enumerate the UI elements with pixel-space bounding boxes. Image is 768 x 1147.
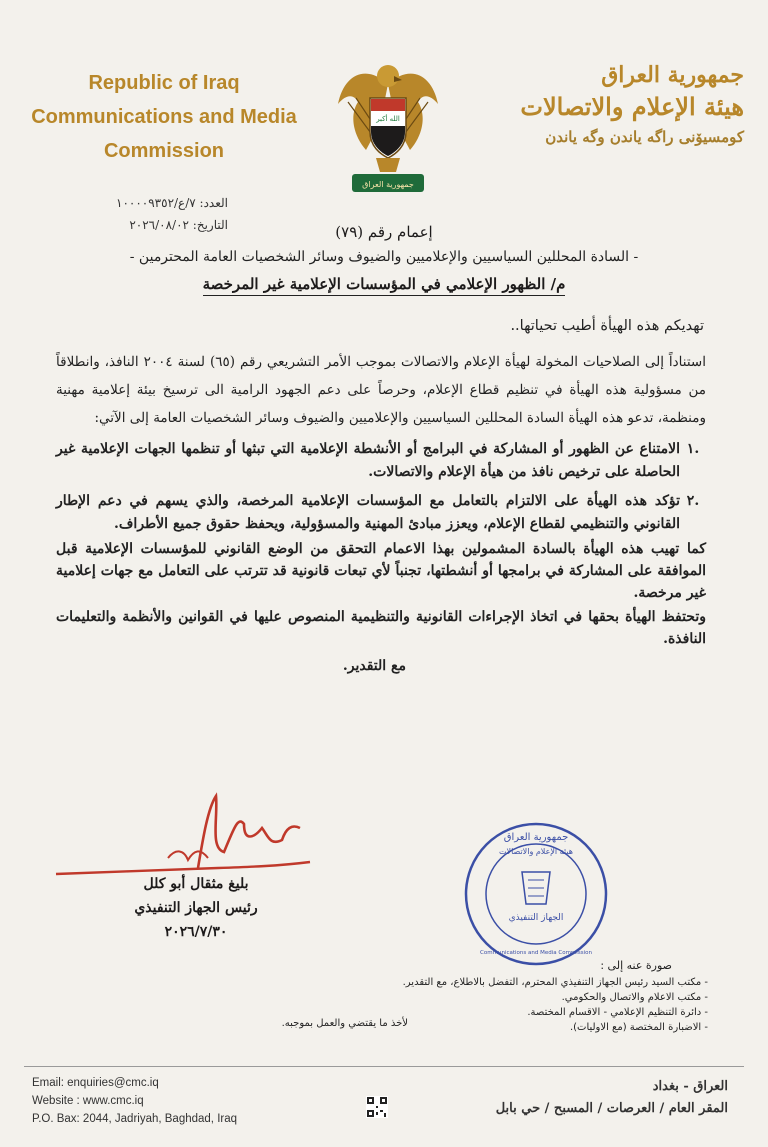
greeting: تهديكم هذه الهيأة أطيب تحياتها.. (510, 318, 704, 334)
recipients-line: - السادة المحللين السياسيين والإعلاميين والضيوف وسائر الشخصيات العامة المحترمين - (129, 249, 639, 265)
official-stamp-icon (462, 820, 610, 968)
document-number: العدد: ٧/ع/١٠٠٠٠٩٣٥٢ (116, 196, 228, 210)
list-item (258, 975, 708, 990)
signer-title: رئيس الجهاز التنفيذي (134, 900, 258, 916)
stamp-org-text: هيئة الإعلام والاتصالات (498, 847, 574, 856)
english-header-line2: Communications and Media (31, 106, 297, 128)
kurdish-header-line: كومسيۆنى راگه ياندن وگه ياندن (545, 128, 744, 146)
footer-contact (32, 1074, 237, 1128)
english-header-line1: Republic of Iraq (88, 72, 240, 94)
arabic-header (474, 60, 744, 150)
qr-code-icon (366, 1096, 388, 1118)
footer-website: Website : www.cmc.iq (32, 1095, 144, 1107)
copies-item: - مكتب الاعلام والاتصال والحكومي. (561, 992, 708, 1003)
reservation-paragraph: وتحتفظ الهيأة بحقها في اتخاذ الإجراءات القانونية والتنظيمية المنصوص عليها في القوانين والأنظمة والتعليمات النافذة. (56, 609, 706, 647)
footer-divider (24, 1066, 744, 1067)
copies-heading: صورة عنه إلى : (600, 959, 672, 972)
subject-text: م/ الظهور الإعلامي في المؤسسات الإعلامية غير المرخصة (203, 275, 566, 296)
footer-street: المقر العام / العرصات / المسبح / حي بابل (495, 1101, 728, 1116)
list-item (56, 438, 706, 484)
list-item (56, 490, 706, 536)
copies-item: - مكتب السيد رئيس الجهاز التنفيذي المحترم، التفضل بالاطلاع، مع التقدير. (402, 977, 708, 988)
stamp-english-text: Communications and Media Commission (480, 950, 592, 956)
list-item-text: تؤكد هذه الهيأة على الالتزام بالتعامل مع المؤسسات الإعلامية المرخصة، والذي يسهم في دعم الإطار القانوني والتنظيمي لقطاع الإعلام، ويعزز مبادئ المهنية والمسؤولية، ويحفظ حقوق جميع الأطراف. (56, 493, 680, 532)
signature-date: ٢٠٢٦/٧/٣٠ (164, 924, 228, 940)
list-item-number: .١ (686, 441, 700, 457)
intro-paragraph: استناداً إلى الصلاحيات المخولة لهيأة الإعلام والاتصالات بموجب الأمر التشريعي رقم (٦٥) لسنة ٢٠٠٤ النافذ، وانطلاقاً من مسؤولية هذه الهيأة في تنظيم قطاع الإعلام، وحرصاً على دعم الجهود الرامية الى ترسيخ بيئة إعلامية مهنية ومنظمة، تدعو هذه الهيأة السادة المحللين السياسيين والإعلاميين والضيوف وسائر الشخصيات العامة إلى الآتي: (56, 354, 706, 426)
english-header-line3: Commission (103, 140, 225, 162)
stamp-top-text: جمهورية العراق (503, 832, 569, 843)
list-item-text: الامتناع عن الظهور أو المشاركة في البرامج أو الأنشطة الإعلامية التي تبثها أو تنظمها الجهات الإعلامية غير الحاصلة على ترخيص نافذ من هيأة الإعلام والاتصالات. (56, 441, 680, 480)
footer-address (496, 1076, 728, 1120)
announcement-title: إعمام رقم (٧٩) (335, 223, 433, 241)
signer-block (76, 872, 316, 944)
english-header (14, 66, 314, 168)
letter-body (56, 318, 706, 674)
arabic-header-line1: جمهورية العراق (601, 62, 744, 88)
emblem-ribbon-text: جمهورية العراق (362, 180, 414, 189)
emblem-shield-text: الله أكبر (376, 115, 400, 123)
caution-paragraph: كما تهيب هذه الهيأة بالسادة المشمولين بهذا الاعمام التحقق من الوضع القانوني للمؤسسات الإعلامية قبل الموافقة على المشاركة في برامجها أو أنشطتها، تجنباً لأي تبعات قانونية قد تترتب على التعامل مع جهات إعلامية غير مرخصة. (56, 541, 706, 601)
copies-item: - الاضبارة المختصة (مع الاوليات). (569, 1022, 708, 1033)
footer-email: Email: enquiries@cmc.iq (32, 1077, 159, 1089)
list-item (258, 990, 708, 1005)
regards-line: مع التقدير. (342, 658, 406, 674)
copies-action-note: لأخذ ما يقتضي والعمل بموجبه. (281, 1018, 408, 1029)
copies-to-block (258, 958, 708, 1035)
signer-name: بليغ مثقال أبو كلل (143, 876, 249, 892)
list-item-number: .٢ (686, 493, 700, 509)
document-date: التاريخ: ٢٠٢٦/٠٨/٠٢ (129, 218, 228, 232)
subject-line (0, 275, 768, 293)
iraq-emblem-icon (336, 54, 440, 200)
arabic-header-line2: هيئة الإعلام والاتصالات (520, 92, 744, 121)
stamp-center-text: الجهاز التنفيذي (508, 913, 564, 923)
footer-city: العراق - بغداد (652, 1079, 728, 1094)
copies-item: - دائرة التنظيم الإعلامي - الاقسام المختصة. (527, 1007, 708, 1018)
footer-pobox: P.O. Bax: 2044, Jadriyah, Baghdad, Iraq (32, 1113, 238, 1125)
